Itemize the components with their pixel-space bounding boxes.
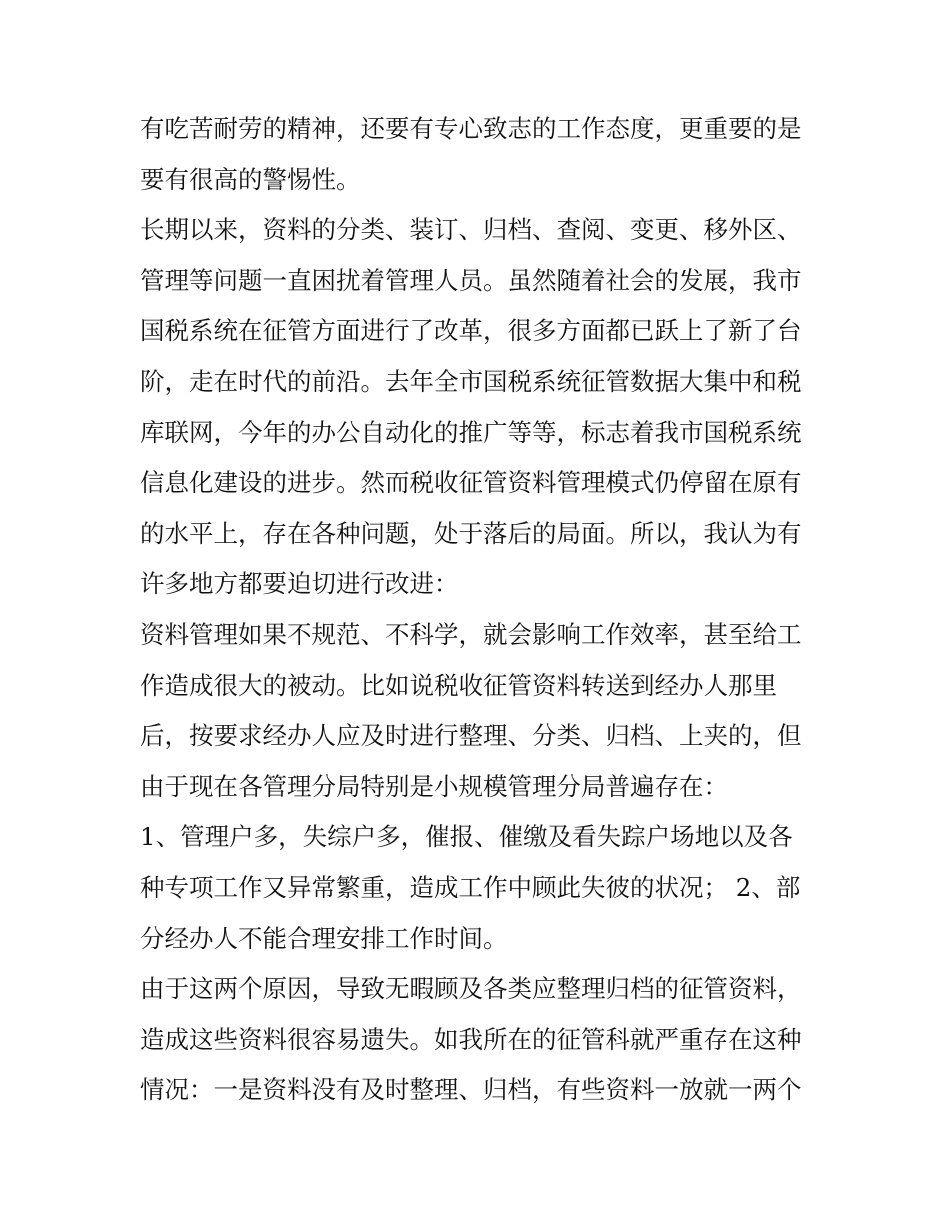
text-line: 资料管理如果不规范、不科学，就会影响工作效率，甚至给工 xyxy=(140,619,802,649)
text-line: 作造成很大的被动。比如说税收征管资料转送到经办人那里 xyxy=(140,670,777,700)
text-line: 库联网，今年的办公自动化的推广等等，标志着我市国税系统 xyxy=(140,417,802,447)
text-line: 管理等问题一直困扰着管理人员。虽然随着社会的发展，我市 xyxy=(140,265,802,295)
text-line: 由于现在各管理分局特别是小规模管理分局普遍存在： xyxy=(140,771,728,801)
text-line: 国税系统在征管方面进行了改革，很多方面都已跃上了新了台 xyxy=(140,316,802,346)
text-line: 种专项工作又异常繁重，造成工作中顾此失彼的状况； 2、部 xyxy=(140,872,801,902)
text-line: 1、管理户多，失综户多，催报、催缴及看失踪户场地以及各 xyxy=(140,822,793,852)
text-line: 有吃苦耐劳的精神，还要有专心致志的工作态度，更重要的是 xyxy=(140,114,802,143)
text-line: 长期以来，资料的分类、装订、归档、查阅、变更、移外区、 xyxy=(140,215,802,245)
text-line: 阶，走在时代的前沿。去年全市国税系统征管数据大集中和税 xyxy=(140,366,802,396)
text-line: 由于这两个原因，导致无暇顾及各类应整理归档的征管资料， xyxy=(140,974,802,1004)
text-line: 的水平上，存在各种问题，处于落后的局面。所以，我认为有 xyxy=(140,518,802,548)
text-line: 后，按要求经办人应及时进行整理、分类、归档、上夹的，但 xyxy=(140,721,802,751)
document-body xyxy=(140,104,816,1116)
text-line: 情况：一是资料没有及时整理、归档，有些资料一放就一两个 xyxy=(140,1075,802,1105)
text-line: 信息化建设的进步。然而税收征管资料管理模式仍停留在原有 xyxy=(140,468,802,498)
text-line: 许多地方都要迫切进行改进： xyxy=(140,569,459,599)
text-line: 造成这些资料很容易遗失。如我所在的征管科就严重存在这种 xyxy=(140,1024,802,1054)
text-line: 分经办人不能合理安排工作时间。 xyxy=(140,923,508,953)
text-line: 要有很高的警惕性。 xyxy=(140,164,361,194)
